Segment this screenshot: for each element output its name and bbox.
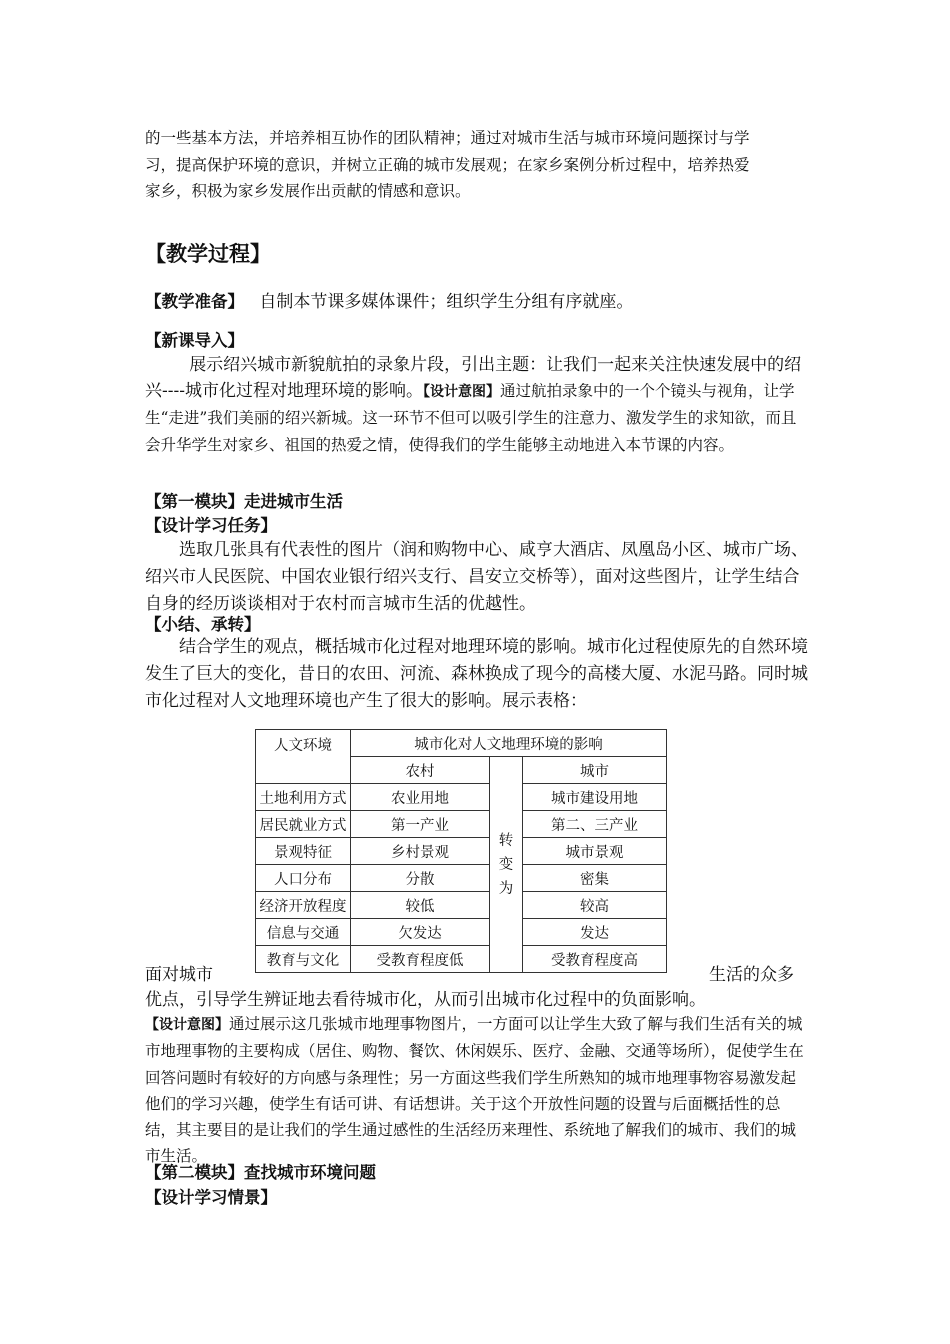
module1-heading: 【第一模块】走进城市生活 [145, 492, 343, 511]
table-row [256, 946, 667, 973]
summary-paragraph: 结合学生的观点，概括城市化过程对地理环境的影响。城市化过程使原先的自然环境发生了巨大的变化，昔日的农田、河流、森林换成了现今的高楼大厦、水泥马路。同时城市化过程对人文地理环境也产生了很大的影响。展示表格： [145, 637, 808, 711]
table-transform-cell [490, 757, 523, 973]
table-row [256, 784, 667, 811]
table-cell-rural: 农业用地 [351, 784, 490, 811]
transform-char: 为 [498, 880, 514, 897]
prep-text: 自制本节课多媒体课件；组织学生分组有序就座。 [259, 292, 634, 312]
table-cell-aspect: 居民就业方式 [256, 811, 351, 838]
new-lesson-paragraph [145, 352, 810, 458]
design-intent-label: 【设计意图】 [422, 384, 500, 400]
section-title: 【教学过程】 [145, 242, 271, 266]
intro-paragraph [145, 125, 810, 205]
transform-char: 变 [498, 856, 514, 873]
summary-heading: 【小结、承转】 [145, 615, 261, 634]
table-cell-rural: 受教育程度低 [351, 946, 490, 973]
table-cell-aspect: 信息与交通 [256, 919, 351, 946]
table-cell-aspect: 经济开放程度 [256, 892, 351, 919]
table-cell-rural: 欠发达 [351, 919, 490, 946]
task-paragraph: 选取几张具有代表性的图片（润和购物中心、咸亨大酒店、凤凰岛小区、城市广场、绍兴市人民医院、中国农业银行绍兴支行、昌安立交桥等），面对这些图片，让学生结合自身的经历谈谈相对于农村而言城市生活的优越性。 [145, 540, 808, 614]
module2-heading: 【第二模块】查找城市环境问题 [145, 1163, 376, 1182]
table-cell-rural: 第一产业 [351, 811, 490, 838]
table-cell-rural: 乡村景观 [351, 838, 490, 865]
intro-line: 家乡，积极为家乡发展作出贡献的情感和意识。 [145, 182, 471, 200]
after-table-line: 优点，引导学生辨证地去看待城市化，从而引出城市化过程中的负面影响。 [145, 990, 706, 1010]
table-cell-aspect: 景观特征 [256, 838, 351, 865]
urbanization-table [255, 729, 667, 973]
table-cell-urban: 较高 [523, 892, 667, 919]
table-row [256, 865, 667, 892]
intro-line: 习，提高保护环境的意识，并树立正确的城市发展观；在家乡案例分析过程中，培养热爱 [145, 155, 750, 174]
new-lesson-text: 展示绍兴城市新貌航拍的录象片段，引出主题：让我们一起来关注快速发展中的绍兴----城市化过程对地理环境的影响。 [145, 355, 802, 401]
prep-paragraph [145, 288, 810, 316]
table-header-impact: 城市化对人文地理环境的影响 [351, 730, 667, 757]
task-heading: 【设计学习任务】 [145, 516, 277, 535]
transform-char: 转 [498, 832, 514, 849]
table-cell-rural: 分散 [351, 865, 490, 892]
design2-text: 通过展示这几张城市地理事物图片，一方面可以让学生大致了解与我们生活有关的城市地理事物的主要构成（居住、购物、餐饮、休闲娱乐、医疗、金融、交通等场所），促使学生在回答问题时有较好的方向感与条理性；另一方面这些我们学生所熟知的城市地理事物容易激发起他们的学习兴趣，使学生有话可讲、有话想讲。关于这个开放性问题的设置与后面概括性的总结，其主要目的是让我们的学生通过感性的生活经历来理性、系统地了解我们的城市、我们的城市生活。 [145, 1015, 804, 1166]
design-intent-text: 通过航拍录象中的一个个镜头与视角，让学生“走进”我们美丽的绍兴新城。这一环节不但可以吸引学生的注意力、激发学生的求知欲，而且会升华学生对家乡、祖国的热爱之情，使得我们的学生能够主动地进入本节课的内容。 [145, 382, 797, 454]
scenario-heading: 【设计学习情景】 [145, 1188, 277, 1207]
design2-paragraph [145, 1011, 810, 1170]
table-cell-aspect: 人口分布 [256, 865, 351, 892]
table-cell-aspect: 土地利用方式 [256, 784, 351, 811]
table-header-aspect: 人文环境 [256, 730, 351, 784]
new-lesson-heading: 【新课导入】 [145, 331, 244, 350]
design2-label: 【设计意图】 [145, 1017, 229, 1033]
table-cell-urban: 受教育程度高 [523, 946, 667, 973]
table-cell-urban: 第二、三产业 [523, 811, 667, 838]
table-header-urban: 城市 [523, 757, 667, 784]
after-table-left: 面对城市 [145, 965, 213, 985]
after-table-right: 生活的众多 [709, 965, 794, 985]
table-row [256, 811, 667, 838]
table-cell-urban: 城市建设用地 [523, 784, 667, 811]
table-row [256, 838, 667, 865]
intro-line: 的一些基本方法，并培养相互协作的团队精神；通过对城市生活与城市环境问题探讨与学 [145, 129, 750, 147]
table-cell-urban: 密集 [523, 865, 667, 892]
prep-label: 【教学准备】 [145, 292, 244, 311]
table-cell-aspect: 教育与文化 [256, 946, 351, 973]
table-cell-urban: 发达 [523, 919, 667, 946]
table-row [256, 892, 667, 919]
table-header-rural: 农村 [351, 757, 490, 784]
table-cell-rural: 较低 [351, 892, 490, 919]
table-row [256, 919, 667, 946]
table-cell-urban: 城市景观 [523, 838, 667, 865]
